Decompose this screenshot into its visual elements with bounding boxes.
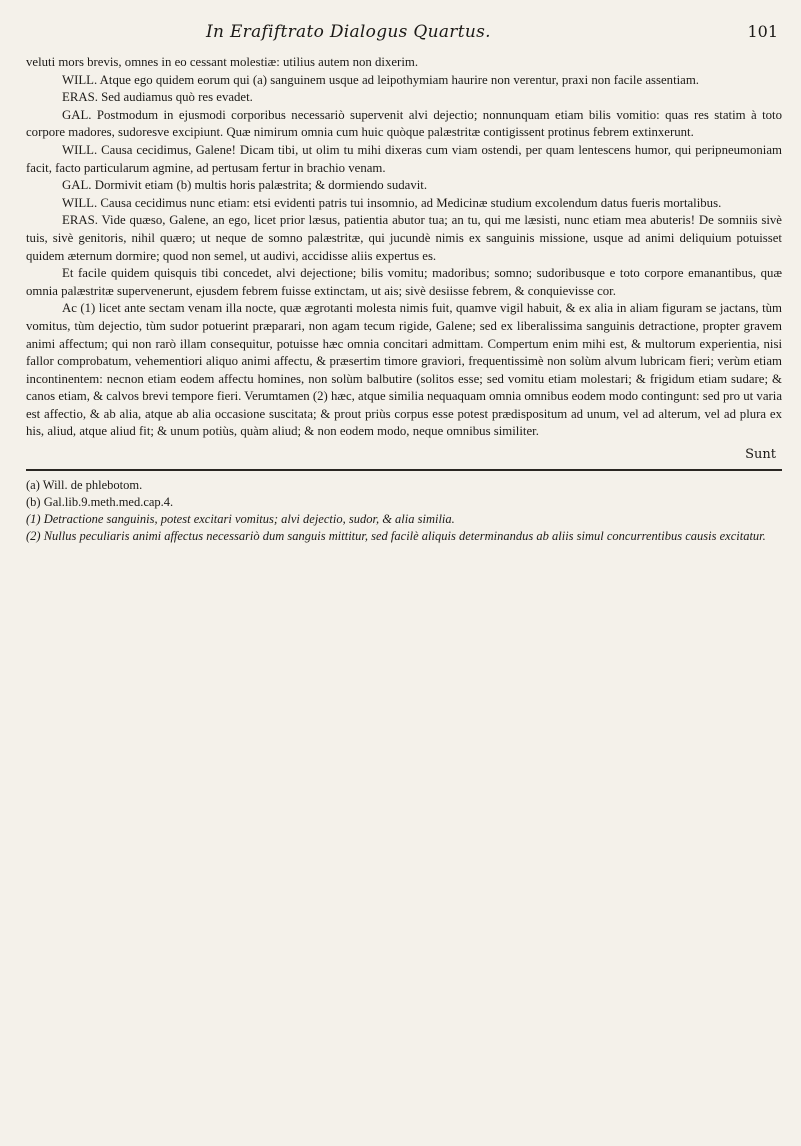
paragraph: WILL. Causa cecidimus nunc etiam: etsi evidenti patris tui insomnio, ad Medicinæ studium excolendum datus fueris mortalibus. bbox=[62, 195, 722, 210]
paragraph: GAL. Postmodum in ejusmodi corporibus necessariò supervenit alvi dejectio; nonnunquam etiam bilis vomitio: quas res statim à toto corpore madores, sudoresve excipiunt. Quæ nimirum omnia cum huic quòque palæstritæ contigissent protinus febrem extinxerunt. bbox=[26, 107, 782, 140]
running-title: In Erafiftrato Dialogus Quartus. bbox=[206, 22, 491, 42]
book-page bbox=[26, 22, 782, 1132]
paragraph: ERAS. Sed audiamus quò res evadet. bbox=[62, 90, 253, 105]
paragraph: ERAS. Vide quæso, Galene, an ego, licet prior læsus, patientia abutor tua; an tu, qui me læsisti, nunc etiam mea abuteris! De somniis sivè tuis, sivè genitoris, nihil quæro; ut neque de somno palæstritæ, qui jucundè nimis ex sanguinis missione, usque ad animi deliquium potuisset quidem æternum dormire; quod non semel, ut audivi, accidisse aliis expertus es. bbox=[26, 213, 782, 263]
footnote: (a) Will. de phlebotom. bbox=[26, 478, 143, 493]
paragraph: Et facile quidem quisquis tibi concedet, alvi dejectione; bilis vomitu; madoribus; somno; sudoribusque e toto corpore emanantibus, quæ omnia palæstritæ supervenerunt, ejusdem febrem fuisse extinctam, ut ais; sivè desiisse febrem, & conquievisse cor. bbox=[26, 266, 782, 298]
footnote: (2) Nullus peculiaris animi affectus necessariò dum sanguis mittitur, sed facilè aliquis determinandus ab aliis simul concurrentibus causis excitatur. bbox=[26, 529, 766, 544]
paragraph: WILL. Atque ego quidem eorum qui (a) sanguinem usque ad leipothymiam haurire non verentur, praxi non facile assentiam. bbox=[62, 72, 700, 87]
footnotes bbox=[26, 477, 782, 545]
footnote-divider bbox=[26, 469, 782, 471]
main-text bbox=[26, 54, 782, 441]
paragraph: WILL. Causa cecidimus, Galene! Dicam tibi, ut olim tu mihi dixeras cum viam ostendi, per quam lentescens humor, qui peripneumoniam facit, facto particularum agmine, ad pertusam fertur in brachio venam. bbox=[26, 142, 782, 175]
paragraph: veluti mors brevis, omnes in eo cessant molestiæ: utilius autem non dixerim. bbox=[26, 55, 419, 69]
paragraph: GAL. Dormivit etiam (b) multis horis palæstrita; & dormiendo sudavit. bbox=[62, 178, 428, 193]
running-header bbox=[26, 22, 782, 52]
paragraph: Ac (1) licet ante sectam venam illa nocte, quæ ægrotanti molesta nimis fuit, quamve vigil habuit, & ex alia in aliam figuram se jactans, tùm vomitus, tùm dejectio, tùm sudor potuerint præparari, non agam tecum rigide, Galene; sed ex liberalissima sanguinis detractione, propter gravem animi affectum; qui non rarò illam consequitur, potuisse hæc omnia concitari admittam. Compertum enim mihi est, & multorum experientia, nisi fallor comprobatum, vehementiori aliquo animi affectu, & præsertim timore graviori, frequentissimè non solùm alvum lubricam fieri; verùm etiam incontinentem: necnon etiam eodem affectu homines, non solùm balbutire (solitos esse; sed vomitu etiam molestari; & frigidum etiam sudare; & canos etiam, & calvos brevi tempore fieri. Verumtamen (2) hæc, atque similia nequaquam omnia omnibus eodem modo contingunt: sed pro ut varia est affectio, & ab alia, atque ab alia occasione suscitata; & prout priùs corpus esse potest prædispositum ad unum, vel ad alterum, vel ad plura ex his, aliud, atque aliud fit; & unum potiùs, quàm aliud; & non eodem modo, neque omnibus similiter. bbox=[26, 301, 782, 439]
page-number: 101 bbox=[747, 22, 778, 41]
catchword: Sunt bbox=[745, 447, 776, 463]
footnote: (1) Detractione sanguinis, potest excitari vomitus; alvi dejectio, sudor, & alia similia. bbox=[26, 512, 455, 527]
footnote: (b) Gal.lib.9.meth.med.cap.4. bbox=[26, 495, 174, 510]
